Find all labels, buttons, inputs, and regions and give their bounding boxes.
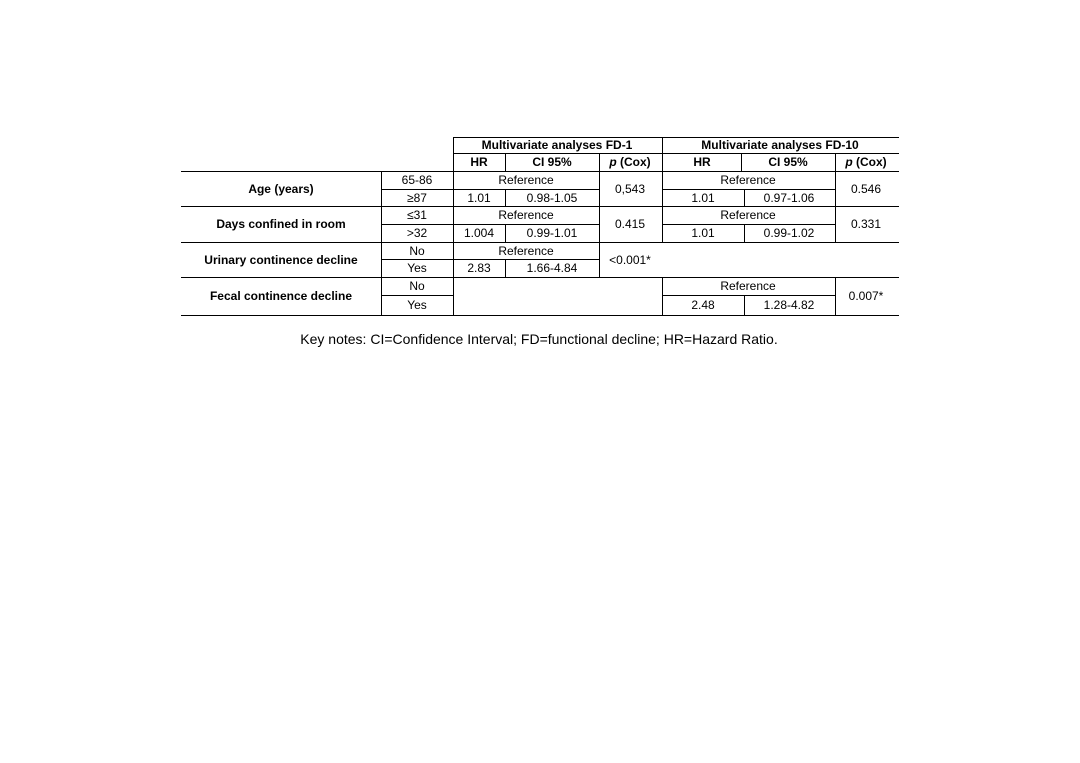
col-divider-level	[381, 171, 382, 315]
row-age-fd1-ci: 0.98-1.05	[526, 191, 578, 205]
row-days-level-1: ≤31	[407, 208, 427, 222]
row-days-fd1-hr: 1.004	[463, 226, 495, 240]
col-divider-fd10-p	[835, 171, 836, 242]
row-age-fd10-ci: 0.97-1.06	[763, 191, 815, 205]
col-divider-fd10-start-fecal	[662, 277, 663, 315]
col-divider-fd10-ci-p-head	[835, 153, 836, 171]
row-age-fd1-reference: Reference	[498, 173, 554, 187]
subheader-fd10-hr: HR	[693, 155, 711, 169]
row-fecal-fd10-ci: 1.28-4.82	[763, 298, 815, 312]
subheader-fd10-ci: CI 95%	[768, 155, 808, 169]
col-divider-fd1-ci-p-head	[599, 153, 600, 171]
rule-days-mid-fd10	[662, 224, 835, 225]
row-fecal-level-2: Yes	[407, 298, 427, 312]
col-divider-fd1-hr-ci-age	[505, 189, 506, 206]
row-fecal-fd10-hr: 2.48	[691, 298, 715, 312]
rule-fecal-mid-fd10	[662, 295, 835, 296]
rule-after-age	[181, 206, 899, 207]
col-divider-fd10-p-fecal	[835, 277, 836, 315]
rule-age-mid-fd10	[662, 189, 835, 190]
col-divider-fd10-hr-ci-age	[744, 189, 745, 206]
row-age-fd10-hr: 1.01	[691, 191, 715, 205]
row-days-level-2: >32	[406, 226, 428, 240]
row-days-variable: Days confined in room	[216, 217, 346, 231]
row-urinary-variable: Urinary continence decline	[204, 253, 358, 267]
row-age-level-1: 65-86	[401, 173, 433, 187]
row-age-fd10-p: 0.546	[850, 182, 882, 196]
row-fecal-level-1: No	[409, 279, 425, 293]
subheader-fd1-ci: CI 95%	[532, 155, 572, 169]
row-fecal-fd10-p: 0.007*	[848, 289, 884, 303]
rule-urinary-mid	[381, 259, 599, 260]
row-days-fd10-reference: Reference	[720, 208, 776, 222]
key-notes: Key notes: CI=Confidence Interval; FD=functional decline; HR=Hazard Ratio.	[300, 331, 778, 347]
rule-fecal-mid	[381, 295, 454, 296]
col-divider-fd1-start	[453, 137, 454, 315]
row-urinary-level-1: No	[409, 244, 425, 258]
row-urinary-fd1-reference: Reference	[498, 244, 554, 258]
col-divider-fd10-hr-ci-head	[741, 153, 742, 171]
subheader-fd1-hr: HR	[470, 155, 488, 169]
subheader-fd1-p-suffix: (Cox)	[616, 155, 651, 169]
row-days-fd1-ci: 0.99-1.01	[526, 226, 578, 240]
rule-days-mid	[381, 224, 599, 225]
group-header-fd10: Multivariate analyses FD-10	[701, 138, 859, 152]
col-divider-fd10-start	[662, 137, 663, 242]
row-fecal-variable: Fecal continence decline	[209, 289, 353, 303]
rule-after-urinary	[181, 277, 899, 278]
row-urinary-fd1-hr: 2.83	[467, 261, 491, 275]
rule-bottom	[181, 315, 899, 316]
row-urinary-fd1-p: <0.001*	[609, 253, 651, 267]
subheader-fd1-p	[609, 155, 650, 169]
rule-after-days	[181, 242, 899, 243]
subheader-fd10-p-letter: p	[845, 155, 853, 169]
row-age-fd10-reference: Reference	[720, 173, 776, 187]
row-days-fd10-p: 0.331	[850, 217, 882, 231]
rule-under-group-headers	[453, 153, 899, 154]
row-age-fd1-p: 0,543	[614, 182, 646, 196]
col-divider-fd1-hr-ci-urinary	[505, 259, 506, 277]
subheader-fd10-p	[845, 155, 886, 169]
col-divider-fd1-hr-ci-head	[505, 153, 506, 171]
subheader-fd1-p-letter: p	[609, 155, 617, 169]
row-days-fd10-ci: 0.99-1.02	[763, 226, 815, 240]
col-divider-fd1-hr-ci-days	[505, 224, 506, 242]
col-divider-fd1-p	[599, 171, 600, 277]
subheader-fd10-p-suffix: (Cox)	[852, 155, 887, 169]
col-divider-fd10-hr-ci-fecal	[744, 295, 745, 315]
col-divider-fd10-hr-ci-days	[744, 224, 745, 242]
row-days-fd1-p: 0.415	[614, 217, 646, 231]
rule-age-mid	[381, 189, 599, 190]
row-days-fd10-hr: 1.01	[691, 226, 715, 240]
row-age-fd1-hr: 1.01	[467, 191, 491, 205]
row-urinary-level-2: Yes	[407, 261, 427, 275]
row-urinary-fd1-ci: 1.66-4.84	[526, 261, 578, 275]
group-header-fd1: Multivariate analyses FD-1	[481, 138, 633, 152]
row-fecal-fd10-reference: Reference	[720, 279, 776, 293]
row-age-variable: Age (years)	[248, 182, 314, 196]
row-days-fd1-reference: Reference	[498, 208, 554, 222]
row-age-level-2: ≥87	[407, 191, 427, 205]
rule-under-subheaders	[181, 171, 899, 172]
